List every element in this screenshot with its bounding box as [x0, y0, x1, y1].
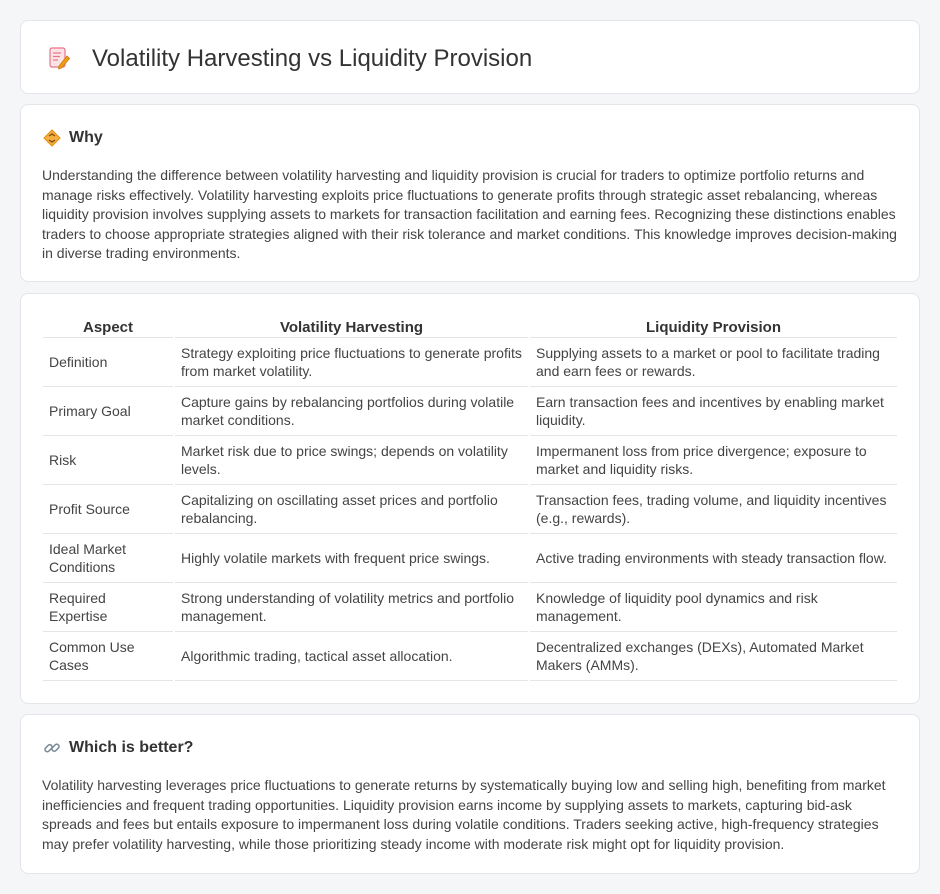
column-header: Liquidity Provision: [530, 316, 897, 338]
volatility-cell: Algorithmic trading, tactical asset allocation.: [175, 632, 528, 681]
table-row: [43, 436, 897, 485]
aspect-cell: Required Expertise: [43, 583, 173, 632]
table-row: [43, 534, 897, 583]
why-heading: Why: [69, 129, 103, 146]
volatility-cell: Market risk due to price swings; depends on volatility levels.: [175, 436, 528, 485]
table-header-row: [43, 316, 897, 338]
comparison-table: [41, 316, 899, 681]
table-row: [43, 338, 897, 387]
volatility-cell: Capitalizing on oscillating asset prices and portfolio rebalancing.: [175, 485, 528, 534]
why-text: Understanding the difference between volatility harvesting and liquidity provision is crucial for traders to optimize portfolio returns and manage risks effectively. Volatility harvesting exploits price fluctuations to generate profits through strategic asset rebalancing, whereas liquidity provision involves supplying assets to markets for transaction facilitation and earning fees. Recognizing these distinctions enables traders to choose appropriate strategies aligned with their risk tolerance and market conditions. This knowledge improves decision-making in diverse trading environments.: [42, 167, 897, 262]
aspect-cell: Ideal Market Conditions: [43, 534, 173, 583]
table-row: [43, 387, 897, 436]
better-heading: Which is better?: [69, 739, 194, 756]
aspect-cell: Definition: [43, 338, 173, 387]
why-heading-row: [43, 129, 103, 147]
liquidity-cell: Supplying assets to a market or pool to facilitate trading and earn fees or rewards.: [530, 338, 897, 387]
memo-pencil-icon: [47, 46, 71, 70]
aspect-cell: Primary Goal: [43, 387, 173, 436]
aspect-cell: Risk: [43, 436, 173, 485]
liquidity-cell: Knowledge of liquidity pool dynamics and risk management.: [530, 583, 897, 632]
aspect-cell: Common Use Cases: [43, 632, 173, 681]
volatility-cell: Capture gains by rebalancing portfolios during volatile market conditions.: [175, 387, 528, 436]
comparison-section: [20, 293, 920, 704]
page-title: Volatility Harvesting vs Liquidity Provision: [92, 45, 533, 72]
liquidity-cell: Active trading environments with steady transaction flow.: [530, 534, 897, 583]
liquidity-cell: Earn transaction fees and incentives by enabling market liquidity.: [530, 387, 897, 436]
column-header: Aspect: [43, 316, 173, 338]
aspect-cell: Profit Source: [43, 485, 173, 534]
which-is-better-section: [20, 714, 920, 874]
diamond-warning-icon: [43, 129, 61, 147]
better-heading-row: [43, 739, 193, 757]
column-header: Volatility Harvesting: [175, 316, 528, 338]
liquidity-cell: Impermanent loss from price divergence; exposure to market and liquidity risks.: [530, 436, 897, 485]
table-row: [43, 583, 897, 632]
link-icon: [43, 739, 61, 757]
better-text: Volatility harvesting leverages price fluctuations to generate returns by systematically buying low and selling high, benefiting from market inefficiencies and frequent trading opportunities. Liquidity provision earns income by supplying assets to markets, capturing bid-ask spreads and fees but entails exposure to impermanent loss during volatile conditions. Traders seeking active, high-frequency strategies may prefer volatility harvesting, while those prioritizing steady income with moderate risk might opt for liquidity provision.: [42, 777, 886, 852]
table-row: [43, 485, 897, 534]
volatility-cell: Highly volatile markets with frequent price swings.: [175, 534, 528, 583]
volatility-cell: Strategy exploiting price fluctuations to generate profits from market volatility.: [175, 338, 528, 387]
volatility-cell: Strong understanding of volatility metrics and portfolio management.: [175, 583, 528, 632]
liquidity-cell: Decentralized exchanges (DEXs), Automated Market Makers (AMMs).: [530, 632, 897, 681]
table-row: [43, 632, 897, 681]
liquidity-cell: Transaction fees, trading volume, and liquidity incentives (e.g., rewards).: [530, 485, 897, 534]
why-section: [20, 104, 920, 282]
header-card: [20, 20, 920, 94]
